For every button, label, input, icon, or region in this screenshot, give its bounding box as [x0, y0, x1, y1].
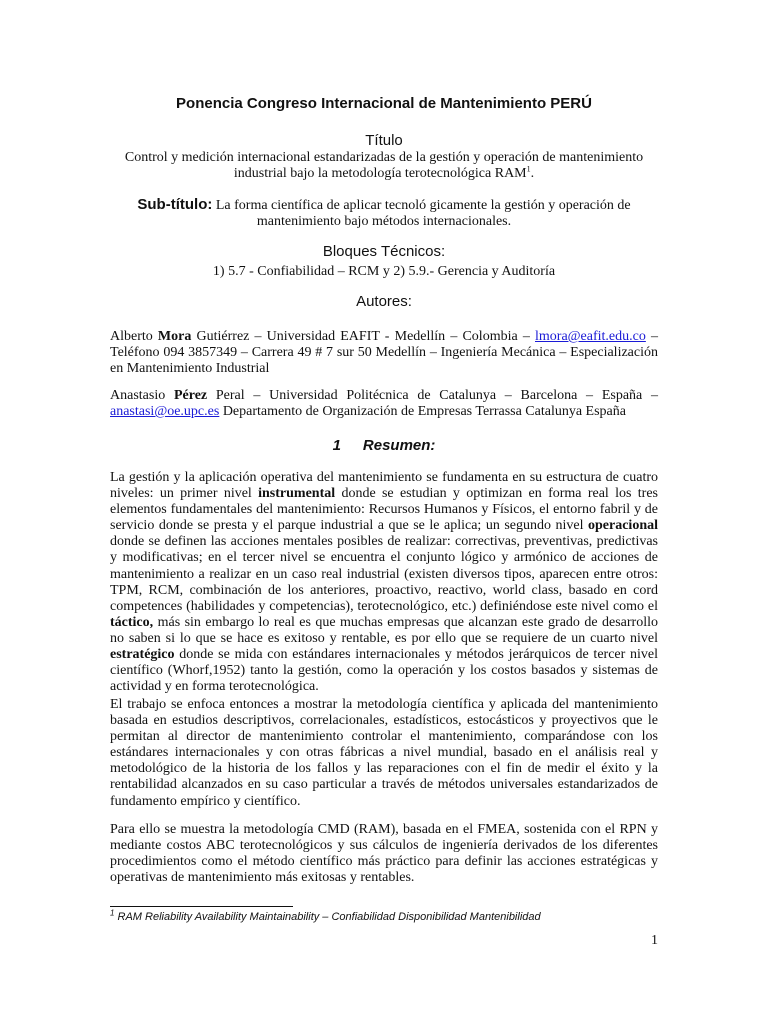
resumen-paragraph-2: El trabajo se enfoca entonces a mostrar la metodología científica y aplicada del mantenimiento basada en estudios descriptivos, correlacionales, estadísticos, estocásticos y proyectivos que le permitan al director de mantenimiento controlar el mantenimiento, comparándose con los estándares internacionales y con otras fábricas a nivel mundial, basado en el análisis real y metodológico de la historia de los fallos y las reparaciones con el fin de medir el éxito y la rentabilidad alcanzados en su caso particular a través de métodos universales estandarizados de fundamento empírico y científico.: [110, 697, 658, 809]
section-number: 1: [332, 437, 341, 454]
page-number: 1: [651, 933, 658, 948]
bold-term: instrumental: [258, 486, 336, 502]
footnote-mark: 1: [110, 908, 115, 918]
bloques-text: 1) 5.7 - Confiabilidad – RCM y 2) 5.9.- Gerencia y Auditoría: [212, 264, 556, 279]
author-surname: Mora: [157, 329, 192, 344]
bold-term: operacional: [588, 518, 658, 534]
author-surname: Pérez: [173, 388, 208, 403]
bold-term: táctico,: [110, 614, 154, 630]
author-first-name: Anastasio: [110, 388, 174, 403]
author-contact: Departamento de Organización de Empresas Terrassa Catalunya España: [219, 404, 626, 420]
author-contact: – Teléfono 094 3857349 – Carrera 49 # 7 sur 50 Medellín – Ingeniería Mecánica – Especialización en Mantenimiento Industrial: [110, 329, 659, 377]
titulo-heading: Título: [365, 132, 403, 149]
subtitulo-text: La forma científica de aplicar tecnoló gicamente la gestión y operación de mantenimiento bajo métodos internacionales.: [215, 198, 631, 229]
author-entry-2: [110, 388, 658, 420]
author-entry-1: [110, 329, 658, 377]
author-email-link[interactable]: lmora@eafit.edu.co: [535, 329, 646, 344]
text-run: donde se definen las acciones mentales posibles de realizar: correctivas, preventivas, predictivas y modificativas; en el tercer nivel se encuentra el conjunto lógico y armónico de acciones de mantenimiento a realizar en un caso real industrial (existen diversos tipos, aparecen entre otros: TPM, RCM, combinación de los anteriores, proactivo, reactivo, world class, basado en cord competences (habilidades y competencias), terotecnológico, etc.) definiéndose este nivel como el: [110, 534, 658, 614]
text-run: donde se estudian y optimizan en forma real los tres elementos fundamentales del mantenimiento: Recursos Humanos y Físicos, el entorno fabril y de servicio donde se presta y el parque industrial a que se le aplica; un segundo nivel: [110, 486, 658, 534]
subtitulo: [110, 197, 658, 230]
text-run: donde se mida con estándares internacionales y métodos jerárquicos de tercer nivel científico (Whorf,1952) tanto la gestión, como la operación y los costos basados y sistemas de actividad y en forma terotecnológica.: [110, 647, 658, 695]
bold-term: estratégico: [110, 647, 175, 663]
document-title: Ponencia Congreso Internacional de Mantenimiento PERÚ: [176, 95, 592, 112]
resumen-heading: [0, 437, 768, 454]
author-email-link[interactable]: anastasi@oe.upc.es: [110, 404, 220, 420]
titulo-text: [110, 150, 658, 182]
author-affiliation: Gutiérrez – Universidad EAFIT - Medellín – Colombia –: [191, 329, 535, 344]
resumen-paragraph-3: Para ello se muestra la metodología CMD (RAM), basada en el FMEA, sostenida con el RPN y mediante costos ABC terotecnológicos y sus cálculos de ingeniería derivados de los diferentes procedimientos como el método científico más práctico para definir las acciones estratégicas y operativas de mantenimiento más exitosas y rentables.: [110, 822, 658, 886]
text-run: más sin embargo lo real es que muchas empresas que alcanzan este grado de desarrollo no saben si lo que se hace es exitoso y rentable, es por ello que se requiere de un cuarto nivel: [110, 614, 658, 646]
author-affiliation: Peral – Universidad Politécnica de Catalunya – Barcelona – España –: [207, 388, 659, 403]
footnote: [110, 908, 541, 923]
footnote-reference[interactable]: 1: [526, 164, 531, 174]
autores-heading: Autores:: [356, 293, 412, 310]
author-first-name: Alberto: [110, 329, 158, 344]
footnote-text: RAM Reliability Availability Maintainability – Confiabilidad Disponibilidad Mantenibilidad: [114, 911, 541, 923]
titulo-period: .: [530, 166, 535, 181]
bloques-heading: Bloques Técnicos:: [322, 243, 446, 260]
subtitulo-label: Sub-título:: [137, 196, 213, 213]
footnote-divider: [110, 906, 293, 907]
text-run: La gestión y la aplicación operativa del mantenimiento se fundamenta en su estructura de cuatro niveles: un primer nivel: [110, 470, 658, 502]
section-title: Resumen:: [362, 437, 436, 454]
resumen-paragraph-1: [110, 470, 658, 695]
titulo-body: Control y medición internacional estandarizadas de la gestión y operación de mantenimiento industrial bajo la metodología terotecnológica RAM: [124, 150, 644, 181]
